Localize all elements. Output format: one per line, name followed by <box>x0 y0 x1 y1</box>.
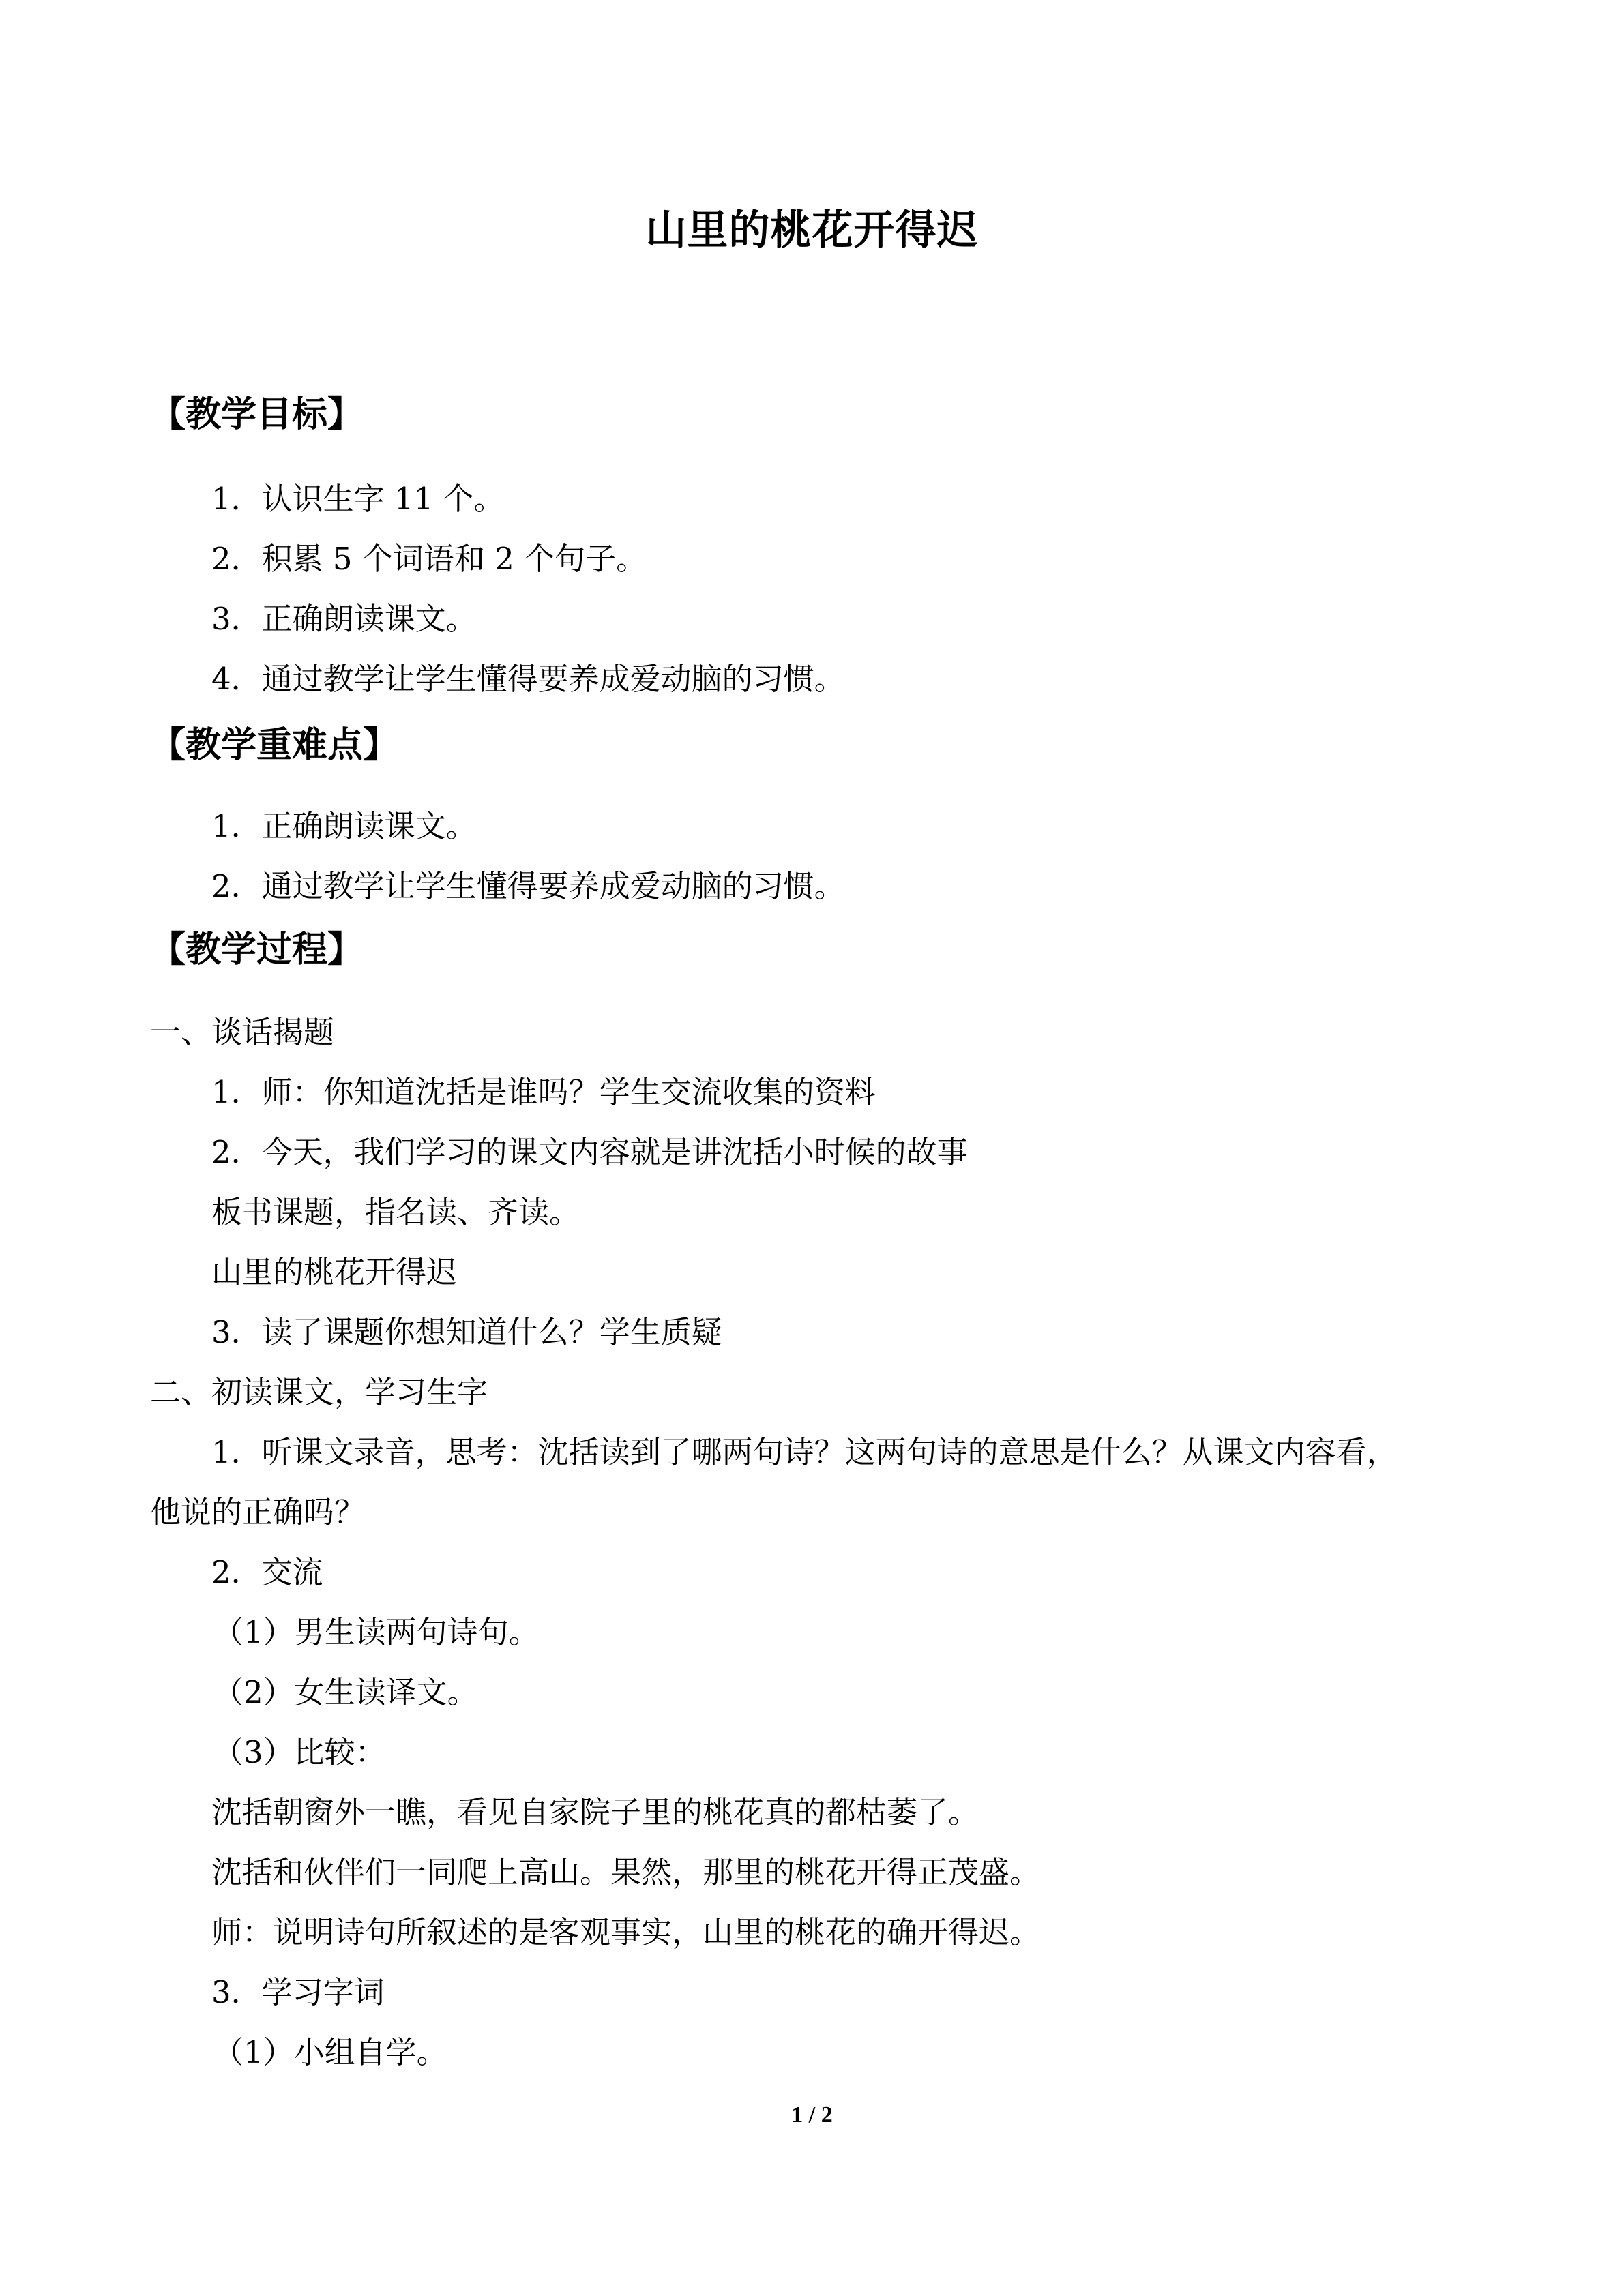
process-line-continued: 他说的正确吗？ <box>150 1494 366 1530</box>
process-subitem: （2）女生读译文。 <box>213 1674 478 1710</box>
keypoint-item: 1．正确朗读课文。 <box>211 808 477 844</box>
process-subitem: （1）男生读两句诗句。 <box>213 1614 540 1650</box>
goal-item: 4．通过教学让学生懂得要养成爱动脑的习惯。 <box>211 661 845 697</box>
process-line: 沈括朝窗外一瞧，看见自家院子里的桃花真的都枯萎了。 <box>211 1794 979 1830</box>
process-part1-heading: 一、谈话揭题 <box>150 1014 335 1050</box>
process-line: 2．今天，我们学习的课文内容就是讲沈括小时候的故事 <box>211 1134 968 1170</box>
goal-item: 3．正确朗读课文。 <box>211 601 477 637</box>
goal-item: 2．积累 5 个词语和 2 个句子。 <box>211 541 647 577</box>
process-line: 沈括和伙伴们一同爬上高山。果然，那里的桃花开得正茂盛。 <box>211 1854 1041 1890</box>
process-line: 1．师：你知道沈括是谁吗？学生交流收集的资料 <box>211 1074 876 1110</box>
process-line: 3．读了课题你想知道什么？学生质疑 <box>211 1314 722 1350</box>
process-subitem: （3）比较： <box>213 1734 386 1770</box>
process-line: 2．交流 <box>211 1554 323 1590</box>
section-heading-process: 【教学过程】 <box>150 929 364 970</box>
process-line: 山里的桃花开得迟 <box>211 1254 458 1290</box>
process-line: 1．听课文录音，思考：沈括读到了哪两句诗？这两句诗的意思是什么？从课文内容看， <box>211 1434 1398 1470</box>
section-heading-goals: 【教学目标】 <box>150 394 364 435</box>
process-part2-heading: 二、初读课文，学习生字 <box>150 1374 488 1410</box>
process-subitem: （1）小组自学。 <box>213 2034 447 2070</box>
document-title: 山里的桃花开得迟 <box>645 207 979 254</box>
goal-item: 1．认识生字 11 个。 <box>211 481 505 517</box>
process-line: 3．学习字词 <box>211 1974 385 2010</box>
keypoint-item: 2．通过教学让学生懂得要养成爱动脑的习惯。 <box>211 868 845 904</box>
process-line: 板书课题，指名读、齐读。 <box>211 1194 580 1230</box>
page-number: 1 / 2 <box>791 2102 833 2128</box>
section-heading-keypoints: 【教学重难点】 <box>150 725 399 766</box>
process-line: 师：说明诗句所叙述的是客观事实，山里的桃花的确开得迟。 <box>211 1914 1041 1950</box>
